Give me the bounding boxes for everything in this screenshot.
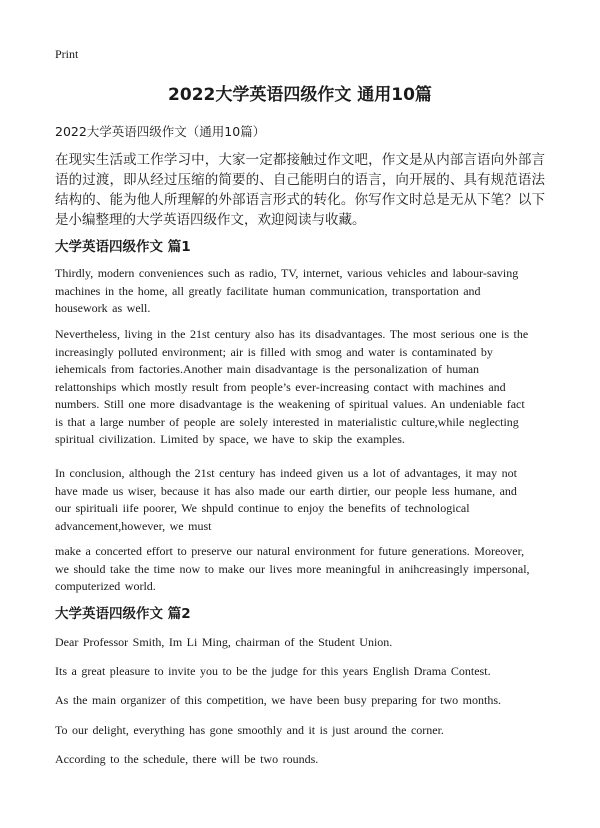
print-label[interactable]: Print: [55, 47, 79, 61]
essay1-paragraph-1: Thirdly, modern conveniences such as radio, TV, internet, various vehicles and labour-saving machines in the home, all greatly facilitate human communication, transportation and housework as well.: [55, 266, 519, 315]
section-heading-2: 大学英语四级作文 篇2: [55, 606, 191, 622]
essay2-line-1: Dear Professor Smith, Im Li Ming, chairman of the Student Union.: [55, 635, 393, 649]
essay2-line-2: Its a great pleasure to invite you to be the judge for this years English Drama Contest.: [55, 664, 491, 678]
essay2-line-4: To our delight, everything has gone smoothly and it is just around the corner.: [55, 723, 444, 737]
document-title: 2022大学英语四级作文 通用10篇: [168, 85, 432, 105]
section-heading-1: 大学英语四级作文 篇1: [55, 239, 191, 255]
essay2-line-3: As the main organizer of this competition, we have been busy preparing for two months.: [55, 693, 502, 707]
intro-paragraph: 在现实生活或工作学习中，大家一定都接触过作文吧，作文是从内部言语向外部言语的过渡，即从经过压缩的简要的、自己能明白的语言，向开展的、具有规范语法结构的、能为他人所理解的外部语言形式的转化。你写作文时总是无从下笔？以下是小编整理的大学英语四级作文，欢迎阅读与收藏。: [55, 152, 545, 228]
essay2-line-5: According to the schedule, there will be two rounds.: [55, 752, 319, 766]
document-subtitle: 2022大学英语四级作文（通用10篇）: [55, 124, 266, 139]
essay1-paragraph-4: make a concerted effort to preserve our natural environment for future generations. Moreover, we should take the time now to make our lives more meaningful in anihcreasingly impersonal, computerized world.: [55, 544, 530, 593]
essay1-paragraph-3: In conclusion, although the 21st century has indeed given us a lot of advantages, it may not have made us wiser, because it has also made our earth dirtier, our people less humane, and our spirituali iife poorer, We shpuld continue to enjoy the benefits of technological advancement,however, we must: [55, 466, 517, 533]
essay1-paragraph-2: Nevertheless, living in the 21st century also has its disadvantages. The most serious one is the increasingly polluted environment; air is filled with smog and water is contaminated by iehemicals from factories.Another main disadvantage is the personalization of human relattonships which mostly result from people’s ever-increasing contact with machines and numbers. Still one more disadvantage is the weakening of spiritual values. An undeniable fact is that a large number of people are solely interested in materialistic culture,while neglecting spiritual civilization. Limited by space, we have to skip the examples.: [55, 327, 529, 446]
